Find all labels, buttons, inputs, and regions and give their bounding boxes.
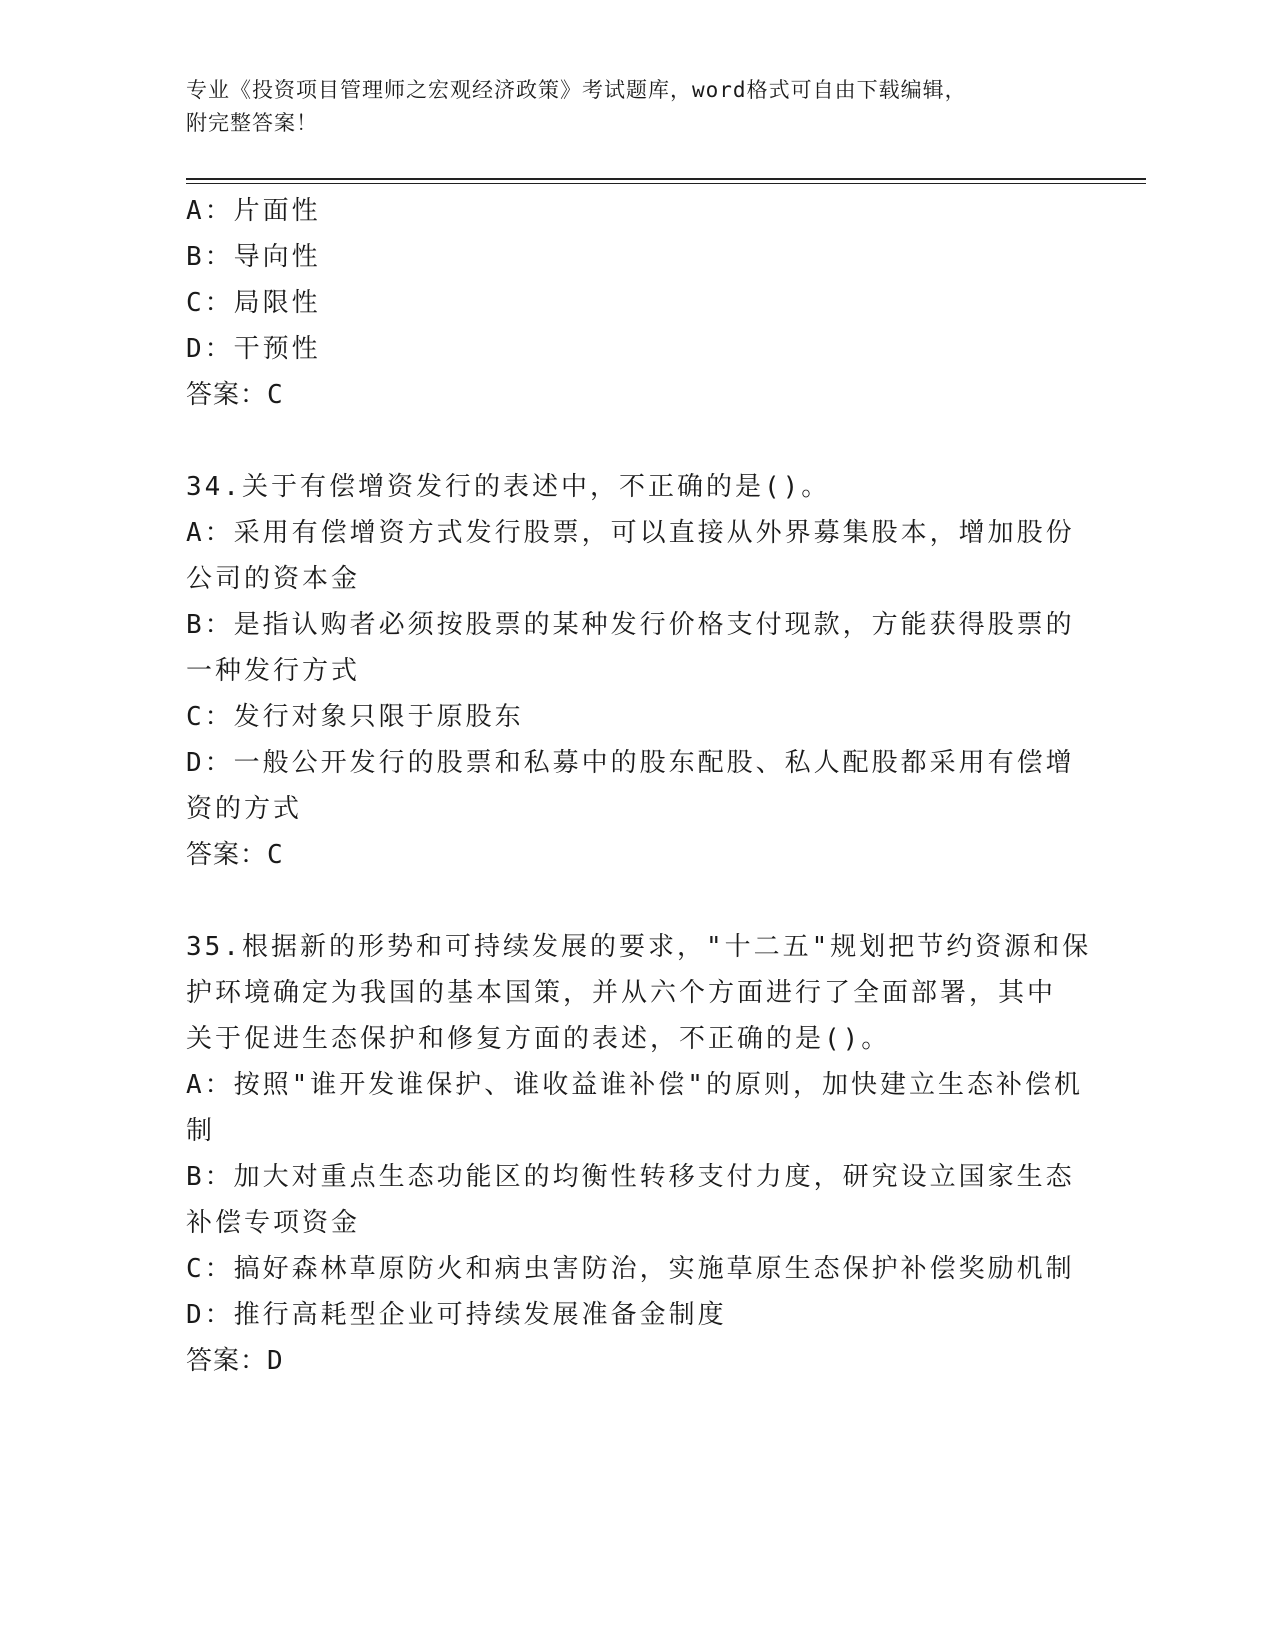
option-a-cont: 制 (186, 1116, 216, 1146)
option-b (186, 602, 1076, 648)
question-34 (186, 464, 1076, 878)
header-rule-thick (186, 178, 1146, 180)
option-d (186, 740, 1076, 786)
question-33-options (186, 188, 1076, 418)
document-header (186, 74, 1066, 140)
option-label: A： (186, 518, 234, 548)
option-label: B： (186, 1162, 234, 1192)
option-label: D： (186, 1300, 234, 1330)
option-text: 发行对象只限于原股东 (233, 702, 524, 732)
option-text: 采用有偿增资方式发行股票，可以直接从外界募集股本，增加股份 (233, 518, 1075, 548)
question-stem-line-1: 35.根据新的形势和可持续发展的要求，"十二五"规划把节约资源和保 (186, 932, 1092, 962)
question-stem: 34.关于有偿增资发行的表述中，不正确的是()。 (186, 472, 831, 502)
option-c (186, 1246, 1076, 1292)
option-c (186, 280, 1076, 326)
header-line-1: 专业《投资项目管理师之宏观经济政策》考试题库，word格式可自由下载编辑， (186, 78, 967, 102)
option-label: A： (186, 196, 234, 226)
answer-label: 答案： (186, 840, 268, 870)
option-a (186, 510, 1076, 556)
option-a-cont: 公司的资本金 (186, 564, 361, 594)
answer-line (186, 832, 1076, 878)
option-label: B： (186, 242, 234, 272)
option-c (186, 694, 1076, 740)
document-body (186, 188, 1092, 1384)
option-text: 干预性 (233, 334, 321, 364)
option-d-cont: 资的方式 (186, 794, 303, 824)
answer-value: C (267, 840, 284, 870)
option-text: 按照"谁开发谁保护、谁收益谁补偿"的原则，加快建立生态补偿机 (233, 1070, 1083, 1100)
option-text: 一般公开发行的股票和私募中的股东配股、私人配股都采用有偿增 (233, 748, 1075, 778)
answer-label: 答案： (186, 1346, 268, 1376)
option-text: 局限性 (233, 288, 321, 318)
answer-line (186, 1338, 1076, 1384)
answer-label: 答案： (186, 380, 268, 410)
option-label: B： (186, 610, 234, 640)
option-a (186, 1062, 1083, 1108)
question-35 (186, 924, 1092, 1384)
option-a (186, 188, 1076, 234)
spacer (186, 878, 1076, 924)
option-text: 加大对重点生态功能区的均衡性转移支付力度，研究设立国家生态 (233, 1162, 1075, 1192)
option-label: C： (186, 1254, 234, 1284)
option-b (186, 234, 1076, 280)
option-text: 片面性 (233, 196, 321, 226)
option-b-cont: 一种发行方式 (186, 656, 361, 686)
option-b-cont: 补偿专项资金 (186, 1208, 361, 1238)
option-label: D： (186, 334, 234, 364)
option-d (186, 326, 1076, 372)
option-text: 推行高耗型企业可持续发展准备金制度 (233, 1300, 727, 1330)
question-stem-line-2: 护环境确定为我国的基本国策，并从六个方面进行了全面部署，其中 (186, 978, 1057, 1008)
option-text: 导向性 (233, 242, 321, 272)
option-label: D： (186, 748, 234, 778)
option-label: A： (186, 1070, 234, 1100)
spacer (186, 418, 1076, 464)
option-b (186, 1154, 1076, 1200)
option-text: 搞好森林草原防火和病虫害防治，实施草原生态保护补偿奖励机制 (233, 1254, 1075, 1284)
answer-value: D (267, 1346, 284, 1376)
option-label: C： (186, 288, 234, 318)
option-text: 是指认购者必须按股票的某种发行价格支付现款，方能获得股票的 (233, 610, 1075, 640)
option-d (186, 1292, 1076, 1338)
option-label: C： (186, 702, 234, 732)
header-rule-thin (186, 183, 1146, 184)
answer-value: C (267, 380, 284, 410)
answer-line (186, 372, 1076, 418)
question-stem-line-3: 关于促进生态保护和修复方面的表述，不正确的是()。 (186, 1024, 891, 1054)
header-line-2: 附完整答案！ (186, 111, 318, 135)
